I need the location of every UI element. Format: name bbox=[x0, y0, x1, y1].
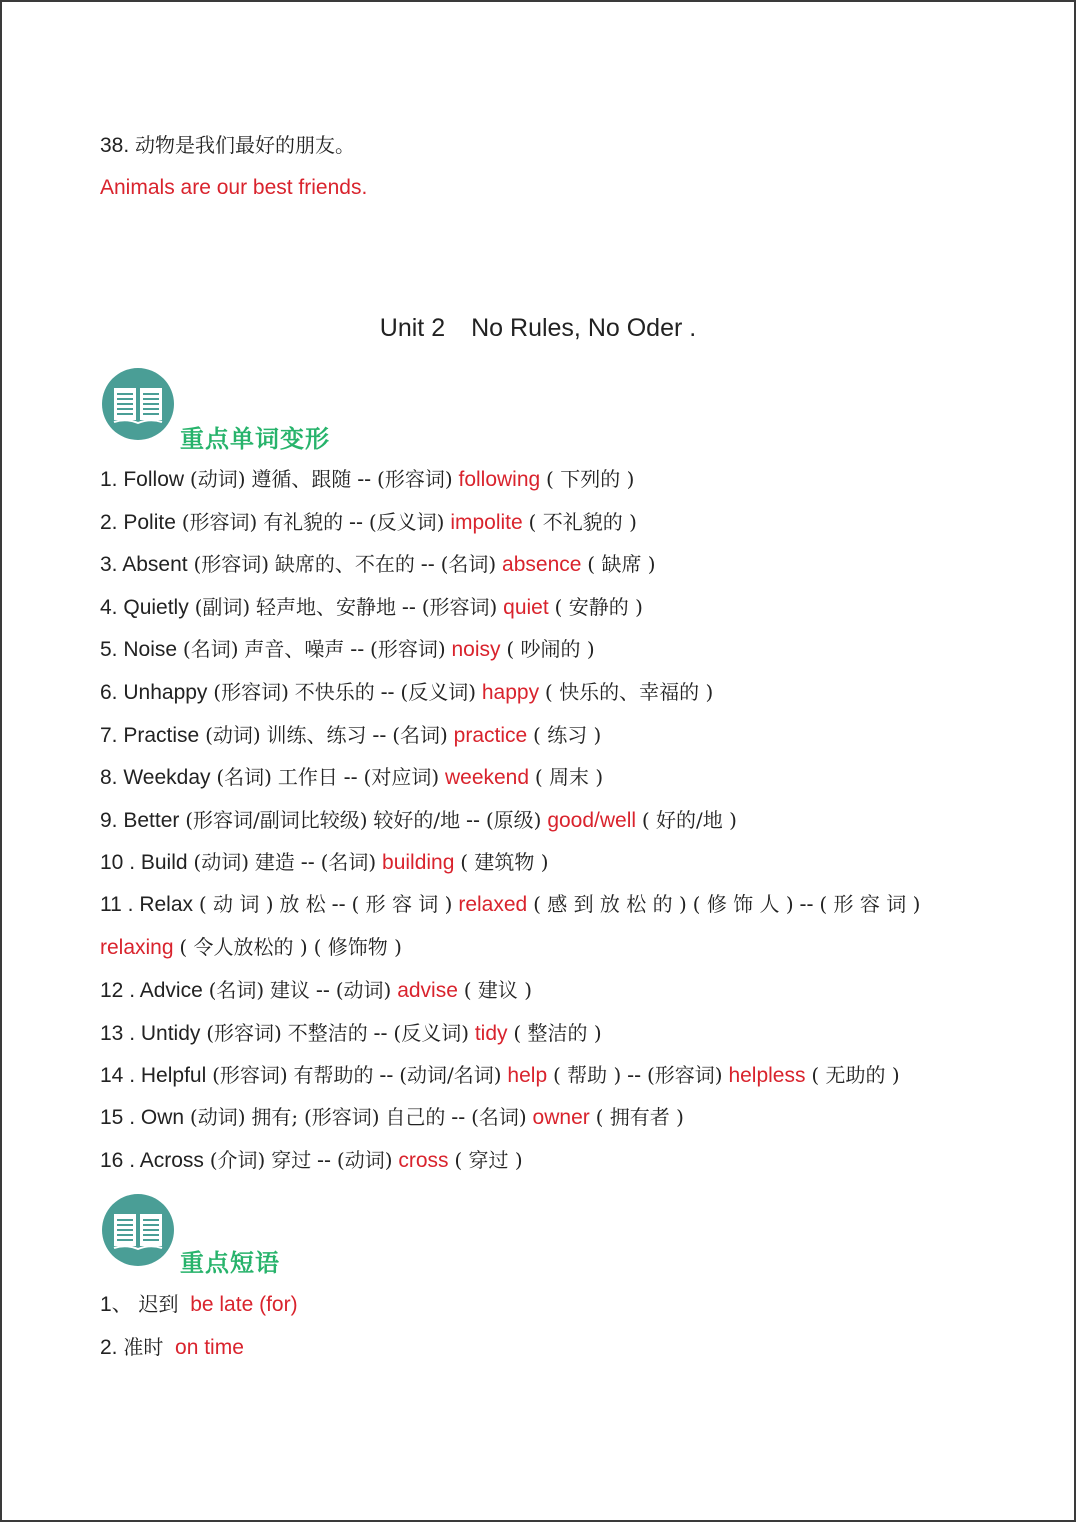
word-gloss: ( 感 到 放 松 的 ) bbox=[533, 892, 687, 916]
word-base: Absent bbox=[122, 553, 188, 577]
word-base: Better bbox=[123, 808, 180, 832]
word-pos-derived: (形容词) bbox=[370, 637, 446, 662]
word-gloss: ( 周末 ) bbox=[534, 765, 604, 790]
word-pos-derived: (反义词) bbox=[368, 509, 445, 534]
word-pos: (动词) bbox=[205, 722, 261, 747]
word-gloss: ( 缺席 ) bbox=[587, 552, 656, 577]
word-pos: ( 动 词 ) bbox=[198, 892, 274, 916]
word-number: 2. bbox=[100, 510, 118, 534]
intro-chinese: 动物是我们最好的朋友。 bbox=[135, 133, 356, 157]
word-base: Untidy bbox=[140, 1021, 201, 1045]
word-separator: -- bbox=[372, 723, 387, 747]
word-form: happy bbox=[481, 681, 540, 704]
word-meaning: 较好的/地 bbox=[373, 807, 461, 832]
word-gloss: ( 不礼貌的 ) bbox=[528, 509, 637, 534]
word-gloss: ( 练习 ) bbox=[533, 722, 602, 747]
word-meaning: 遵循、跟随 bbox=[251, 467, 352, 491]
word-form: noisy bbox=[451, 638, 501, 662]
word-separator: -- bbox=[315, 979, 330, 1002]
word-number: 8. bbox=[100, 766, 118, 790]
word-form: owner bbox=[532, 1106, 590, 1129]
word-number: 12 . bbox=[100, 979, 136, 1002]
word-number: 10 . bbox=[100, 851, 136, 875]
word-form: tidy bbox=[474, 1021, 508, 1045]
intro-chinese-line bbox=[100, 130, 355, 161]
word-pos-derived: (形容词) bbox=[377, 467, 453, 491]
word-separator: -- bbox=[379, 1064, 394, 1087]
phrase-english: be late (for) bbox=[190, 1293, 298, 1316]
word-pos-derived: (动词) bbox=[336, 1148, 393, 1172]
word-pos-derived: (名词) bbox=[440, 552, 497, 577]
word-item bbox=[100, 975, 532, 1006]
word-base: Weekday bbox=[123, 766, 211, 790]
word-pos: (动词) bbox=[193, 850, 250, 875]
word-meaning: 不快乐的 bbox=[294, 680, 375, 704]
open-book-icon bbox=[102, 368, 174, 440]
word-number: 14 . bbox=[100, 1064, 136, 1087]
word-separator: -- bbox=[627, 1064, 642, 1087]
word-meaning: 有帮助的 bbox=[293, 1063, 374, 1087]
word-pos: (副词) bbox=[194, 594, 251, 619]
word-gloss: ( 无助的 ) bbox=[811, 1063, 900, 1087]
word-meaning: 声音、噪声 bbox=[244, 637, 345, 662]
word-pos: (名词) bbox=[182, 637, 239, 662]
word-number: 1. bbox=[100, 468, 118, 491]
word-pos-derived: ( 形 容 词 ) bbox=[819, 892, 921, 916]
word-meaning: 放 松 bbox=[279, 892, 326, 916]
intro-number: 38. bbox=[100, 134, 130, 157]
word-base: Own bbox=[140, 1106, 185, 1129]
word-meaning: 工作日 bbox=[277, 765, 338, 790]
phrase-chinese: 准时 bbox=[123, 1335, 164, 1359]
word-form: cross bbox=[398, 1149, 449, 1172]
word-form: practice bbox=[453, 723, 528, 747]
word-gloss: ( 建筑物 ) bbox=[460, 850, 549, 875]
unit-name: No Rules, No Oder . bbox=[471, 314, 697, 342]
word-pos: (形容词) bbox=[206, 1020, 282, 1045]
word-item bbox=[100, 634, 595, 665]
word-pos-derived: (动词/名词) bbox=[399, 1063, 502, 1087]
phrase-number: 2. bbox=[100, 1336, 118, 1359]
word-gloss: ( 好的/地 ) bbox=[641, 807, 737, 832]
word-pos-derived: (反义词) bbox=[393, 1020, 469, 1045]
word-number: 9. bbox=[100, 808, 118, 832]
word-pos: (动词) bbox=[189, 1105, 246, 1129]
word-separator: -- bbox=[373, 1021, 388, 1045]
word-base: Follow bbox=[123, 468, 185, 491]
word-separator: -- bbox=[466, 808, 481, 832]
phrase-english: on time bbox=[175, 1336, 244, 1359]
word-gloss: ( 下列的 ) bbox=[546, 467, 635, 491]
word-gloss: ( 穿过 ) bbox=[454, 1148, 523, 1172]
word-pos: (形容词) bbox=[303, 1105, 380, 1129]
word-item-11 bbox=[100, 889, 920, 920]
open-book-icon bbox=[102, 1194, 174, 1266]
word-gloss: ( 建议 ) bbox=[463, 978, 533, 1002]
unit-label: Unit 2 bbox=[379, 314, 446, 342]
word-number: 4. bbox=[100, 595, 118, 619]
word-item bbox=[100, 507, 637, 538]
section-title-words: 重点单词变形 bbox=[180, 425, 330, 453]
word-item bbox=[100, 805, 737, 836]
word-form: relaxing bbox=[100, 936, 174, 959]
word-item-14 bbox=[100, 1060, 900, 1091]
word-base: Advice bbox=[139, 979, 203, 1002]
word-pos: (形容词/副词比较级) bbox=[185, 807, 368, 832]
word-separator: -- bbox=[799, 893, 814, 916]
unit-title bbox=[2, 314, 1074, 343]
word-meaning: 训练、练习 bbox=[266, 722, 367, 747]
word-separator: -- bbox=[350, 638, 365, 662]
word-pos-derived: ( 形 容 词 ) bbox=[351, 892, 453, 916]
word-separator: -- bbox=[420, 553, 435, 577]
word-item-11-continued bbox=[100, 932, 402, 963]
word-gloss: ( 帮助 ) bbox=[552, 1063, 622, 1087]
word-pos-derived: (形容词) bbox=[421, 594, 498, 619]
word-form: good/well bbox=[547, 808, 637, 832]
word-separator: -- bbox=[401, 595, 416, 619]
word-item-16 bbox=[100, 1145, 523, 1176]
word-form: helpless bbox=[728, 1064, 806, 1087]
word-item bbox=[100, 1018, 602, 1049]
word-base: Unhappy bbox=[123, 681, 208, 704]
word-number: 13 . bbox=[100, 1021, 136, 1045]
phrase-number: 1、 bbox=[100, 1293, 133, 1316]
word-base: Quietly bbox=[123, 595, 189, 619]
word-item bbox=[100, 847, 549, 878]
word-pos-derived: (名词) bbox=[320, 850, 377, 875]
word-pos-derived: (动词) bbox=[335, 978, 392, 1002]
word-note: ( 修 饰 人 ) bbox=[692, 892, 794, 916]
word-meaning: 建议 bbox=[270, 978, 311, 1002]
word-gloss: ( 安静的 ) bbox=[554, 594, 643, 619]
word-gloss: ( 拥有者 ) bbox=[595, 1105, 684, 1129]
word-separator: -- bbox=[317, 1149, 332, 1172]
word-meaning: 建造 bbox=[254, 850, 295, 875]
word-separator: -- bbox=[380, 681, 395, 704]
word-number: 7. bbox=[100, 723, 118, 747]
word-pos: (形容词) bbox=[212, 1063, 288, 1087]
word-form: following bbox=[458, 468, 541, 491]
word-pos: (名词) bbox=[216, 765, 272, 790]
word-base: Across bbox=[139, 1149, 204, 1172]
word-gloss: ( 吵闹的 ) bbox=[506, 637, 595, 662]
word-pos-derived: (对应词) bbox=[363, 765, 440, 790]
phrase-chinese: 迟到 bbox=[138, 1292, 179, 1316]
word-separator: -- bbox=[451, 1106, 466, 1129]
word-meaning: 不整洁的 bbox=[287, 1020, 368, 1045]
phrase-item bbox=[100, 1289, 298, 1320]
word-item bbox=[100, 592, 643, 623]
word-form: advise bbox=[397, 979, 458, 1002]
word-meaning: 有礼貌的 bbox=[263, 509, 344, 534]
word-base: Practise bbox=[123, 723, 200, 747]
word-form: quiet bbox=[503, 595, 549, 619]
word-meaning: 拥有; bbox=[251, 1105, 299, 1129]
word-item bbox=[100, 464, 634, 495]
word-pos: (名词) bbox=[208, 978, 265, 1002]
word-pos: (形容词) bbox=[181, 509, 258, 534]
word-base: Helpful bbox=[140, 1064, 207, 1087]
word-gloss: ( 快乐的、幸福的 ) bbox=[544, 680, 714, 704]
word-number: 16 . bbox=[100, 1149, 136, 1172]
word-separator: -- bbox=[300, 851, 315, 875]
word-item bbox=[100, 677, 713, 708]
word-pos: (形容词) bbox=[193, 552, 270, 577]
word-pos: (形容词) bbox=[213, 680, 289, 704]
word-pos-derived: (形容词) bbox=[646, 1063, 723, 1087]
word-separator: -- bbox=[331, 893, 346, 916]
word-form: relaxed bbox=[458, 893, 528, 916]
word-separator: -- bbox=[349, 510, 364, 534]
word-base: Noise bbox=[123, 638, 178, 662]
word-item bbox=[100, 549, 656, 580]
word-form: building bbox=[382, 851, 455, 875]
word-meaning: 自己的 bbox=[385, 1105, 446, 1129]
word-pos: (动词) bbox=[189, 467, 246, 491]
word-item-15 bbox=[100, 1102, 684, 1133]
word-number: 5. bbox=[100, 638, 118, 662]
word-form: weekend bbox=[444, 766, 530, 790]
word-meaning: 穿过 bbox=[271, 1148, 312, 1172]
intro-english: Animals are our best friends. bbox=[100, 176, 368, 199]
word-pos: (介词) bbox=[209, 1148, 266, 1172]
word-form: impolite bbox=[450, 510, 523, 534]
word-item bbox=[100, 720, 601, 751]
word-meaning: 缺席的、不在的 bbox=[274, 552, 415, 577]
word-meaning: 轻声地、安静地 bbox=[256, 594, 397, 619]
word-item bbox=[100, 762, 603, 793]
phrase-item bbox=[100, 1332, 244, 1363]
word-pos-derived: (原级) bbox=[485, 807, 542, 832]
word-pos-derived: (名词) bbox=[392, 722, 448, 747]
section-title-phrases: 重点短语 bbox=[180, 1249, 280, 1277]
word-gloss: ( 整洁的 ) bbox=[513, 1020, 602, 1045]
word-separator: -- bbox=[357, 468, 372, 491]
word-number: 15 . bbox=[100, 1106, 136, 1129]
word-base: Build bbox=[140, 851, 188, 875]
word-number: 3. bbox=[100, 553, 118, 577]
word-form: absence bbox=[502, 553, 582, 577]
word-separator: -- bbox=[343, 766, 358, 790]
word-pos-derived: (反义词) bbox=[400, 680, 477, 704]
word-form: help bbox=[507, 1064, 548, 1087]
word-note: ( 修饰物 ) bbox=[313, 935, 402, 959]
word-base: Polite bbox=[123, 510, 176, 534]
word-pos-derived: (名词) bbox=[471, 1105, 527, 1129]
word-base: Relax bbox=[139, 893, 194, 916]
word-gloss: ( 令人放松的 ) bbox=[179, 935, 308, 959]
word-number: 6. bbox=[100, 681, 118, 704]
word-number: 11 . bbox=[100, 893, 134, 916]
